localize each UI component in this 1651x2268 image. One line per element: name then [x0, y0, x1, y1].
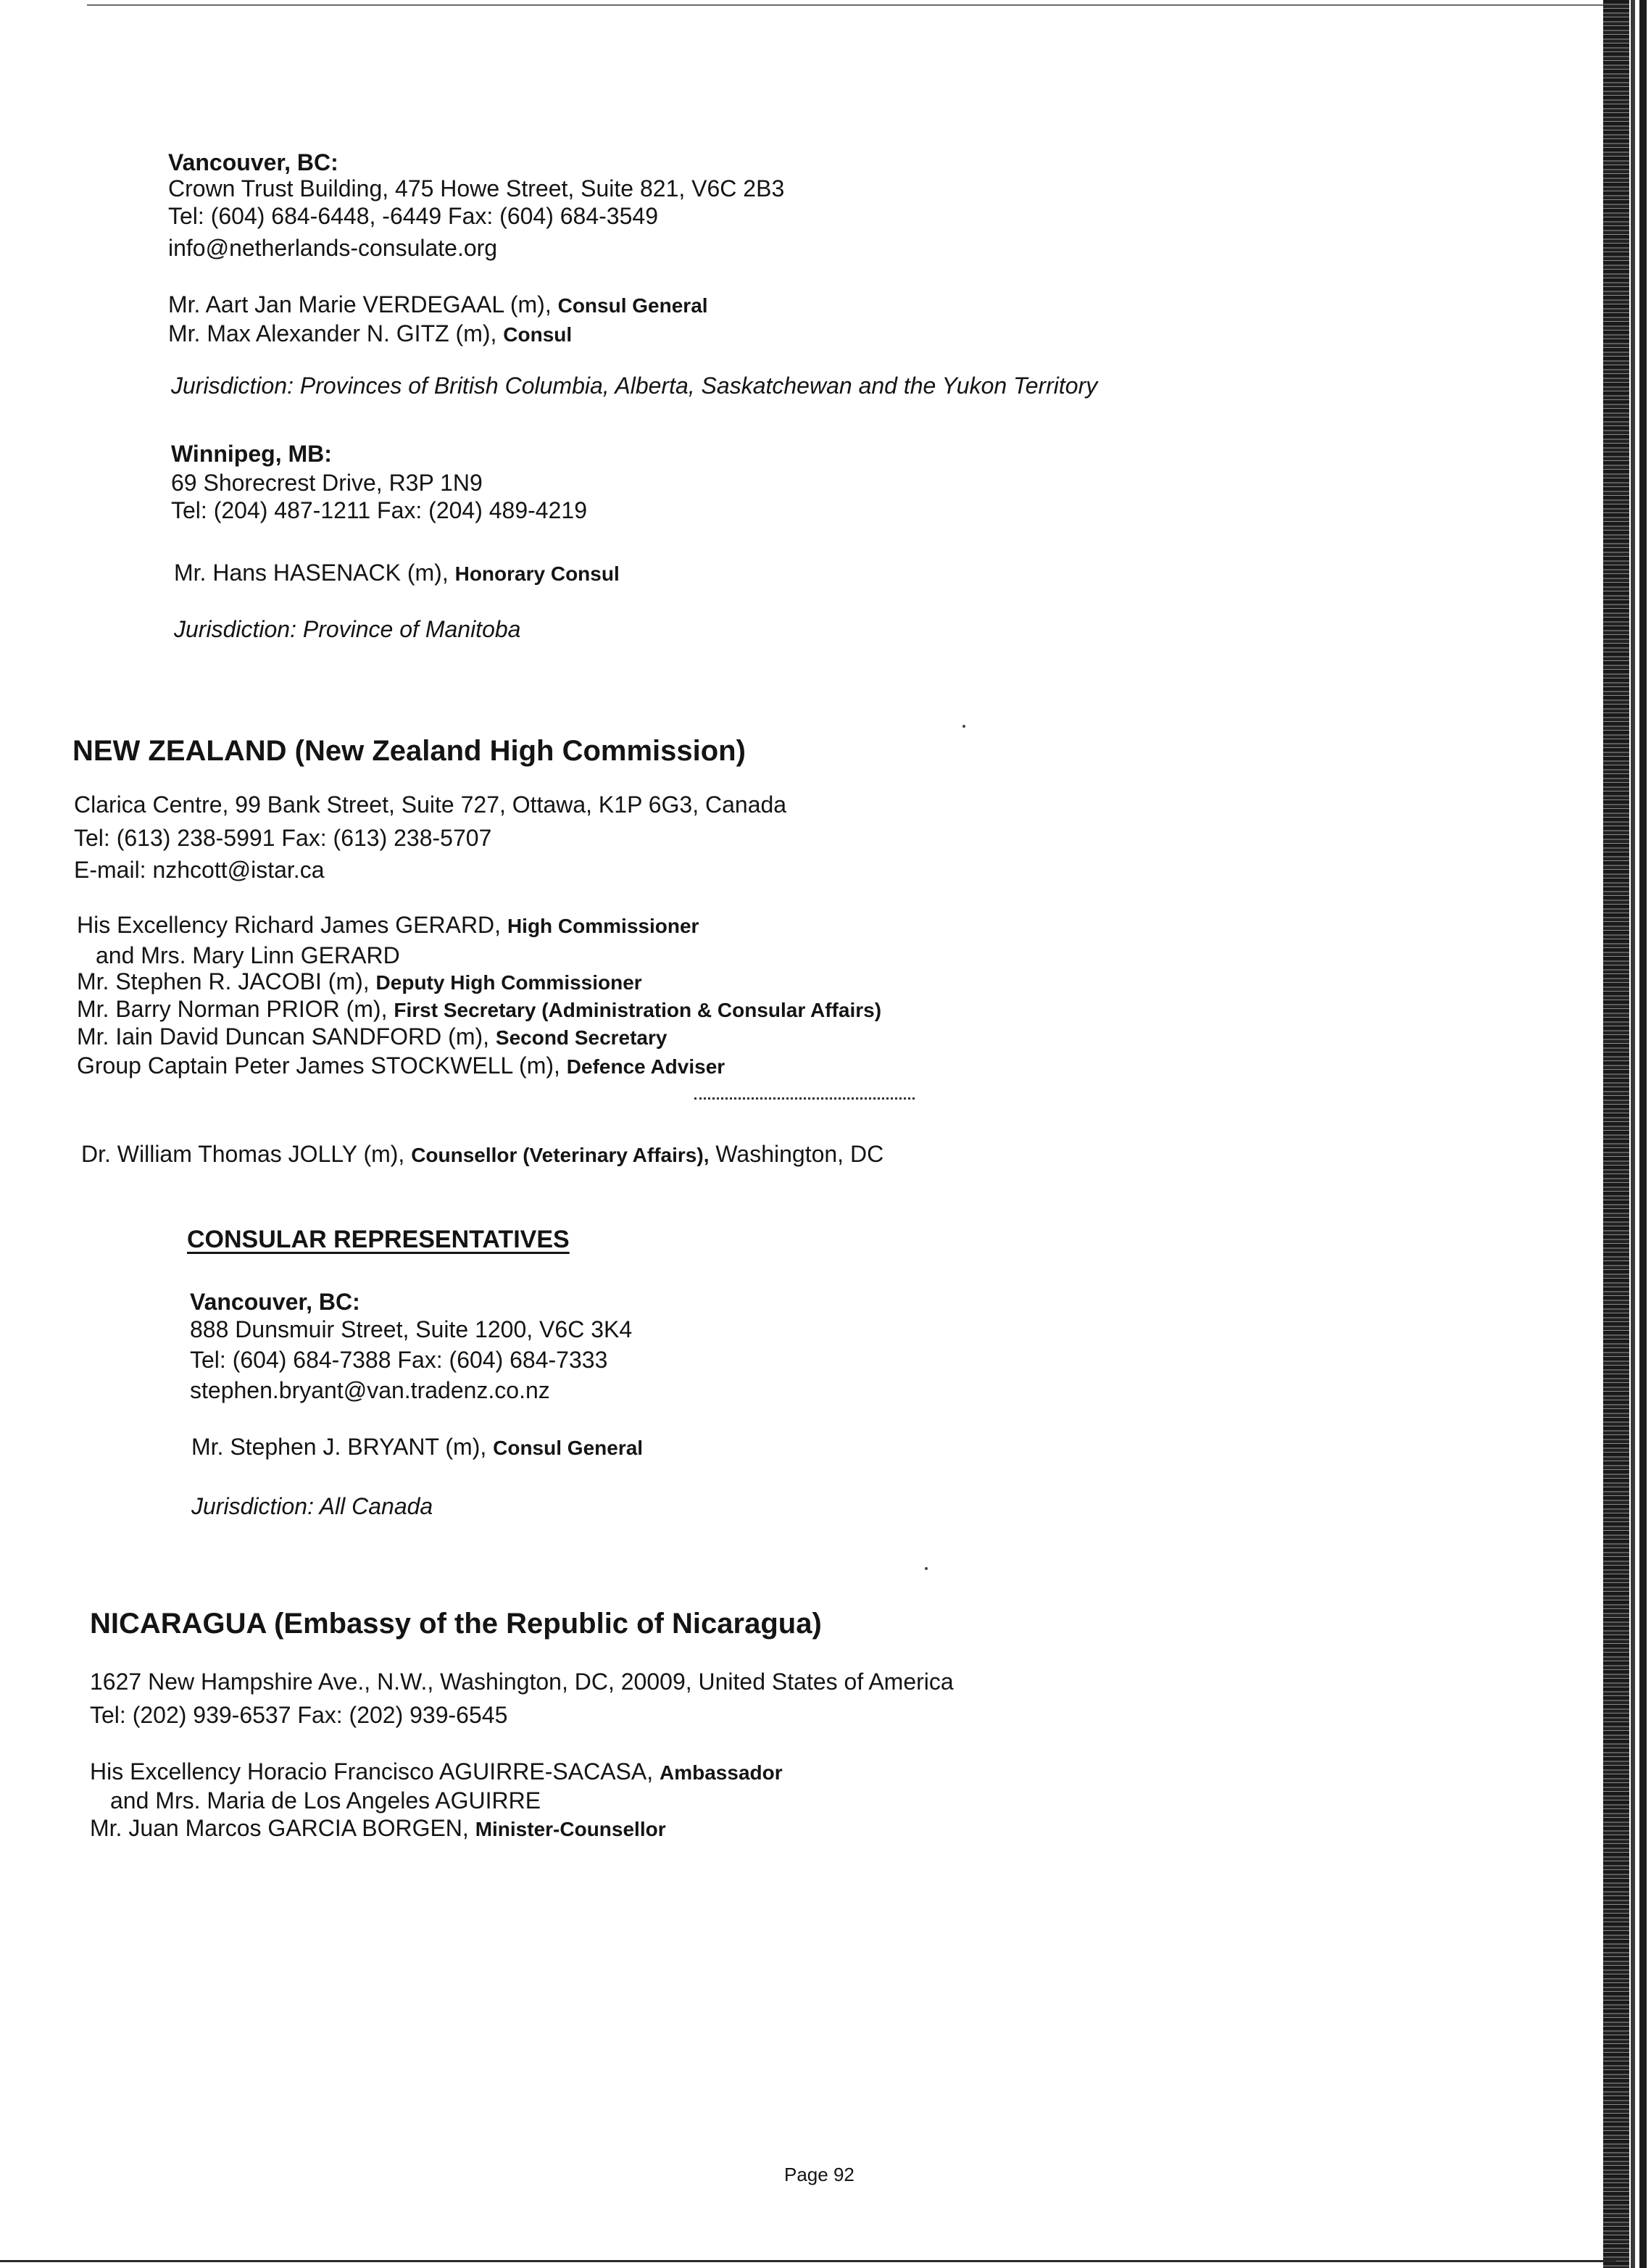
staff-name: Mr. Barry Norman PRIOR (m), [77, 996, 388, 1022]
staff-entry [77, 1022, 667, 1052]
staff-title: Defence Adviser [566, 1055, 725, 1078]
address: 69 Shorecrest Drive, R3P 1N9 [171, 470, 483, 496]
city-heading: Vancouver, BC: [190, 1289, 360, 1315]
address: Clarica Centre, 99 Bank Street, Suite 727, Ottawa, K1P 6G3, Canada [74, 792, 787, 818]
address: Crown Trust Building, 475 Howe Street, Suite 821, V6C 2B3 [168, 175, 785, 202]
jurisdiction: Jurisdiction: Province of Manitoba [174, 616, 521, 642]
jurisdiction: Jurisdiction: All Canada [191, 1493, 433, 1519]
staff-entry [77, 910, 699, 941]
dotted-separator [694, 1097, 915, 1100]
scan-bottom-edge [0, 2260, 1616, 2262]
staff-name: Mr. Hans HASENACK (m), [174, 560, 449, 586]
phone-fax: Tel: (204) 487-1211 Fax: (204) 489-4219 [171, 497, 587, 523]
scan-binding-edge [1603, 0, 1629, 2268]
staff-entry [168, 319, 572, 349]
staff-spouse: and Mrs. Maria de Los Angeles AGUIRRE [110, 1787, 541, 1814]
staff-entry [191, 1432, 643, 1463]
staff-title: Consul General [557, 294, 708, 317]
scan-speck [925, 1567, 928, 1570]
city-heading: Winnipeg, MB: [171, 441, 332, 467]
section-heading-consular: CONSULAR REPRESENTATIVES [187, 1226, 570, 1253]
staff-name: Group Captain Peter James STOCKWELL (m), [77, 1052, 560, 1079]
staff-title: Deputy High Commissioner [375, 971, 642, 994]
staff-entry [77, 994, 881, 1025]
staff-title: First Secretary (Administration & Consular Affairs) [394, 999, 882, 1021]
staff-name: His Excellency Richard James GERARD, [77, 912, 502, 938]
address: 888 Dunsmuir Street, Suite 1200, V6C 3K4 [190, 1316, 633, 1342]
staff-name: Mr. Juan Marcos GARCIA BORGEN, [90, 1815, 469, 1841]
staff-entry [90, 1814, 666, 1844]
phone-fax: Tel: (604) 684-7388 Fax: (604) 684-7333 [190, 1347, 608, 1373]
staff-name: Mr. Stephen R. JACOBI (m), [77, 968, 370, 994]
page-number: Page 92 [784, 2164, 854, 2185]
staff-title: Ambassador [660, 1761, 783, 1784]
phone-fax: Tel: (604) 684-6448, -6449 Fax: (604) 684-3549 [168, 203, 658, 229]
staff-name: Mr. Iain David Duncan SANDFORD (m), [77, 1023, 490, 1050]
staff-location: Washington, DC [715, 1141, 884, 1167]
phone-fax: Tel: (613) 238-5991 Fax: (613) 238-5707 [74, 825, 492, 851]
staff-title: Counsellor (Veterinary Affairs), [411, 1144, 710, 1166]
staff-entry [81, 1139, 883, 1170]
staff-name: His Excellency Horacio Francisco AGUIRRE-SACASA, [90, 1758, 654, 1785]
staff-entry [77, 967, 642, 997]
staff-entry [174, 558, 620, 589]
staff-title: Consul General [493, 1437, 644, 1459]
email: E-mail: nzhcott@istar.ca [74, 857, 325, 883]
jurisdiction: Jurisdiction: Provinces of British Columbia, Alberta, Saskatchewan and the Yukon Territory [171, 373, 1098, 399]
staff-spouse: and Mrs. Mary Linn GERARD [96, 942, 400, 968]
staff-title: High Commissioner [507, 915, 699, 937]
scan-top-edge [87, 4, 1609, 6]
staff-name: Dr. William Thomas JOLLY (m), [81, 1141, 405, 1167]
staff-title: Honorary Consul [454, 562, 620, 585]
staff-name: Mr. Aart Jan Marie VERDEGAAL (m), [168, 291, 552, 317]
staff-title: Minister-Counsellor [475, 1818, 666, 1840]
staff-entry [77, 1051, 725, 1081]
staff-name: Mr. Max Alexander N. GITZ (m), [168, 320, 497, 346]
staff-name: Mr. Stephen J. BRYANT (m), [191, 1434, 487, 1460]
staff-title: Second Secretary [495, 1026, 668, 1049]
staff-entry [168, 290, 708, 320]
email: stephen.bryant@van.tradenz.co.nz [190, 1377, 550, 1403]
staff-title: Consul [503, 323, 573, 346]
email: info@netherlands-consulate.org [168, 235, 498, 261]
country-heading: NICARAGUA (Embassy of the Republic of Nicaragua) [90, 1608, 822, 1640]
address: 1627 New Hampshire Ave., N.W., Washington, DC, 20009, United States of America [90, 1669, 954, 1695]
scan-binding-edge-line [1631, 0, 1635, 2268]
country-heading: NEW ZEALAND (New Zealand High Commission) [72, 735, 746, 767]
scan-speck [962, 725, 965, 728]
staff-entry [90, 1757, 783, 1787]
scan-binding-edge-outer [1639, 0, 1647, 2268]
city-heading: Vancouver, BC: [168, 149, 338, 175]
phone-fax: Tel: (202) 939-6537 Fax: (202) 939-6545 [90, 1702, 508, 1728]
